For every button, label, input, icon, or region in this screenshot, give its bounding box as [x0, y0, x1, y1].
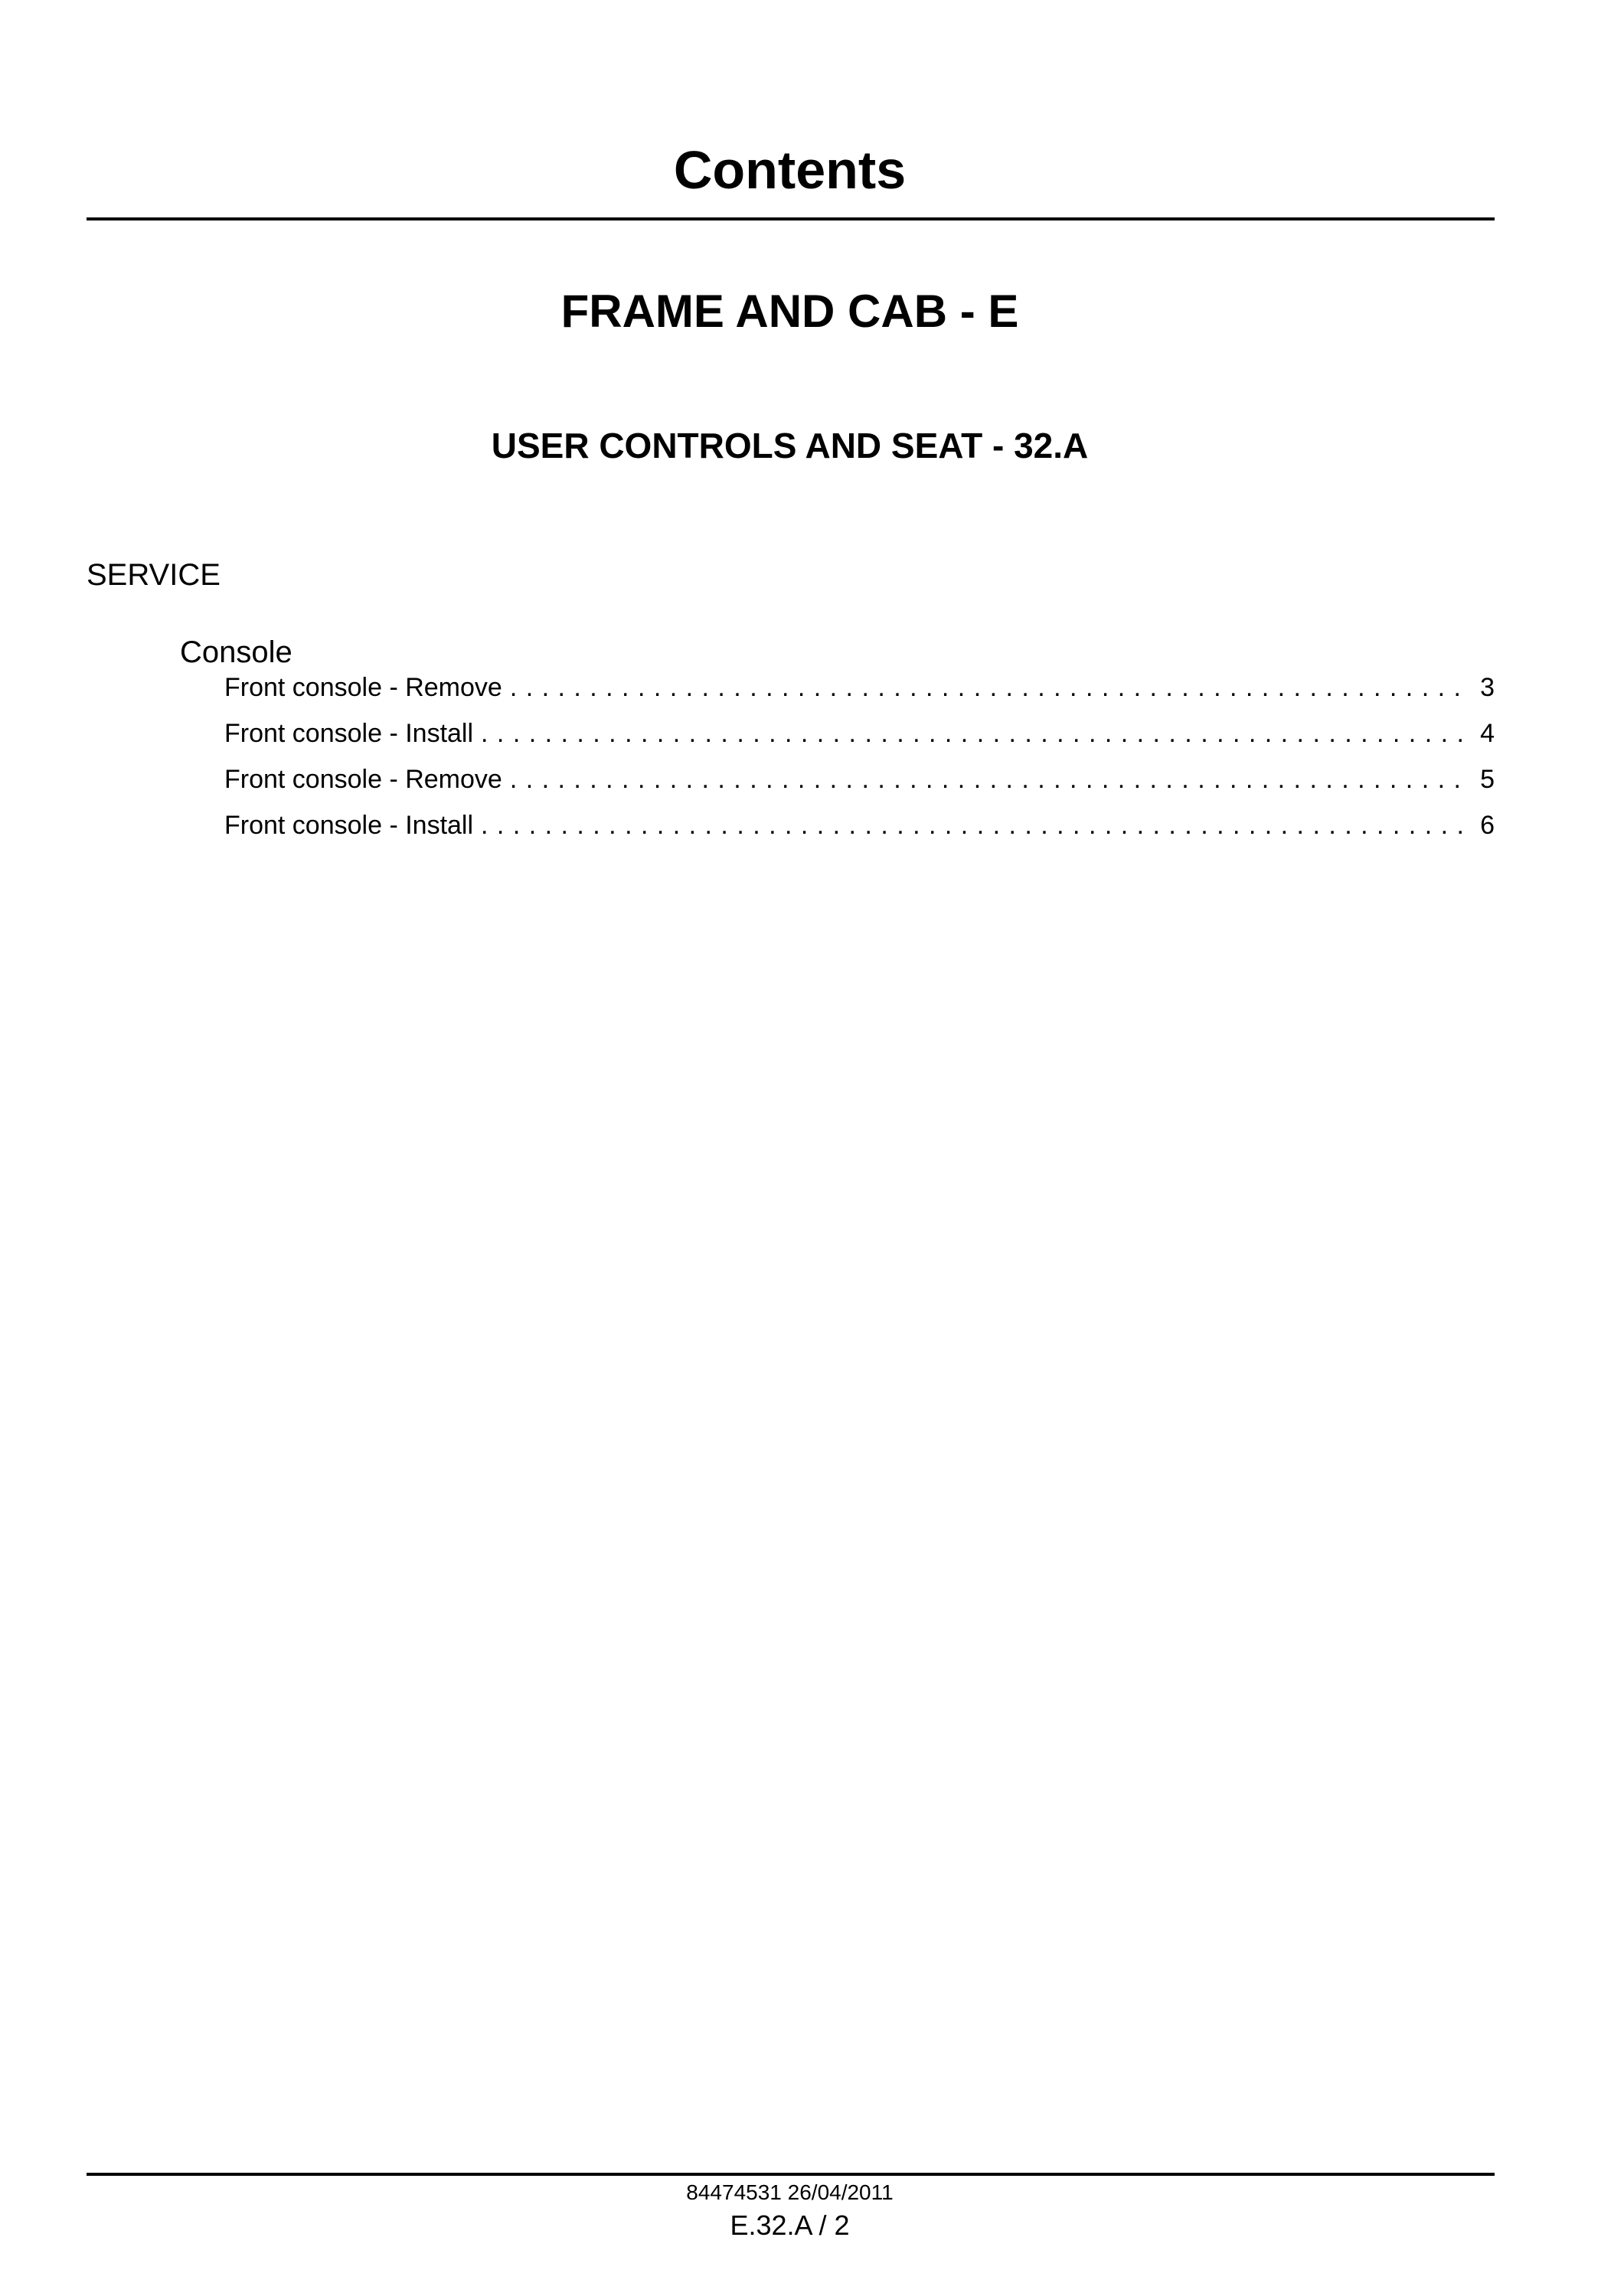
page-title: Contents [673, 140, 907, 200]
section-title: USER CONTROLS AND SEAT - 32.A [491, 426, 1089, 465]
subgroup-title: Console [180, 635, 292, 669]
toc-list [224, 668, 1495, 851]
toc-entry[interactable] [224, 714, 1495, 759]
footer-divider [87, 2173, 1495, 2176]
toc-dot-leader [510, 668, 1469, 707]
footer-doc-info: 84474531 26/04/2011 [686, 2180, 894, 2204]
toc-entry[interactable] [224, 668, 1495, 714]
toc-entry-label: Front console - Remove [224, 765, 502, 794]
toc-dot-leader [510, 759, 1469, 799]
toc-entry-page: 5 [1480, 765, 1495, 794]
header-divider [87, 217, 1495, 220]
group-title: SERVICE [87, 558, 221, 592]
toc-dot-leader [481, 714, 1469, 753]
toc-entry-label: Front console - Remove [224, 673, 502, 702]
toc-entry-label: Front console - Install [224, 719, 474, 748]
chapter-title: FRAME AND CAB - E [560, 286, 1019, 337]
toc-entry-page: 3 [1480, 673, 1495, 702]
footer-page-ref: E.32.A / 2 [730, 2209, 850, 2241]
toc-dot-leader [481, 805, 1469, 845]
toc-entry[interactable] [224, 805, 1495, 851]
toc-entry[interactable] [224, 759, 1495, 805]
toc-entry-label: Front console - Install [224, 811, 474, 840]
toc-entry-page: 6 [1480, 811, 1495, 840]
toc-entry-page: 4 [1480, 719, 1495, 748]
